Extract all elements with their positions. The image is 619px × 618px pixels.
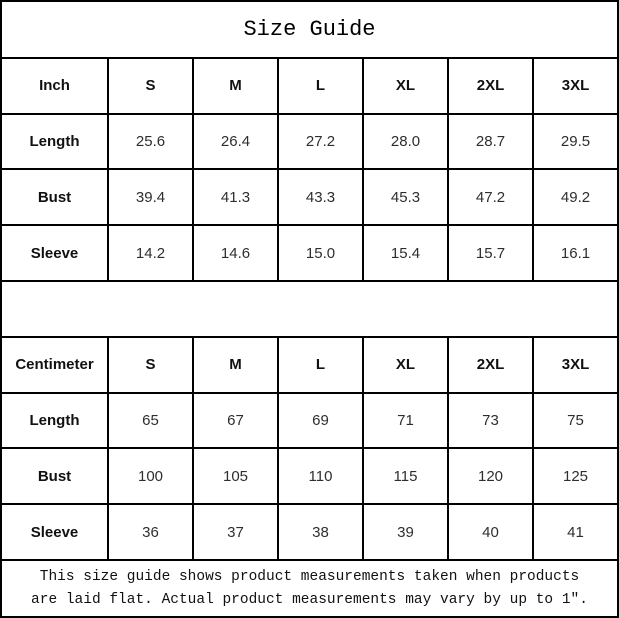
table-cell: 26.4 xyxy=(193,114,278,170)
table-cell: 14.6 xyxy=(193,225,278,281)
spacer-cell xyxy=(1,281,618,337)
inch-sleeve-row xyxy=(1,225,618,281)
table-cell: 75 xyxy=(533,393,618,449)
table-cell: 41 xyxy=(533,504,618,560)
table-cell: 120 xyxy=(448,448,533,504)
table-cell: 40 xyxy=(448,504,533,560)
row-label-sleeve: Sleeve xyxy=(1,225,108,281)
column-header-l: L xyxy=(278,58,363,114)
column-header-xl: XL xyxy=(363,337,448,393)
table-cell: 43.3 xyxy=(278,169,363,225)
row-label-sleeve: Sleeve xyxy=(1,504,108,560)
page-title: Size Guide xyxy=(1,1,618,58)
footer-note xyxy=(1,560,618,617)
table-cell: 25.6 xyxy=(108,114,193,170)
table-cell: 37 xyxy=(193,504,278,560)
cm-length-row xyxy=(1,393,618,449)
unit-header-centimeter: Centimeter xyxy=(1,337,108,393)
footer-row xyxy=(1,560,618,617)
column-header-s: S xyxy=(108,337,193,393)
table-cell: 39 xyxy=(363,504,448,560)
column-header-l: L xyxy=(278,337,363,393)
column-header-m: M xyxy=(193,58,278,114)
table-cell: 73 xyxy=(448,393,533,449)
table-cell: 100 xyxy=(108,448,193,504)
table-cell: 39.4 xyxy=(108,169,193,225)
footer-note-line-2: are laid flat. Actual product measurements may vary by up to 1″. xyxy=(31,591,588,608)
inch-header-row xyxy=(1,58,618,114)
table-cell: 29.5 xyxy=(533,114,618,170)
footer-note-line-1: This size guide shows product measurements taken when products xyxy=(39,569,580,586)
inch-length-row xyxy=(1,114,618,170)
column-header-3xl: 3XL xyxy=(533,337,618,393)
table-cell: 36 xyxy=(108,504,193,560)
centimeter-header-row xyxy=(1,337,618,393)
table-cell: 15.7 xyxy=(448,225,533,281)
table-cell: 105 xyxy=(193,448,278,504)
column-header-3xl: 3XL xyxy=(533,58,618,114)
table-cell: 110 xyxy=(278,448,363,504)
inch-bust-row xyxy=(1,169,618,225)
title-row xyxy=(1,1,618,58)
table-cell: 14.2 xyxy=(108,225,193,281)
table-cell: 71 xyxy=(363,393,448,449)
table-cell: 15.0 xyxy=(278,225,363,281)
table-cell: 16.1 xyxy=(533,225,618,281)
table-cell: 15.4 xyxy=(363,225,448,281)
column-header-m: M xyxy=(193,337,278,393)
table-cell: 69 xyxy=(278,393,363,449)
table-cell: 67 xyxy=(193,393,278,449)
column-header-s: S xyxy=(108,58,193,114)
column-header-xl: XL xyxy=(363,58,448,114)
table-cell: 38 xyxy=(278,504,363,560)
table-cell: 115 xyxy=(363,448,448,504)
row-label-length: Length xyxy=(1,393,108,449)
table-cell: 125 xyxy=(533,448,618,504)
unit-header-inch: Inch xyxy=(1,58,108,114)
table-cell: 27.2 xyxy=(278,114,363,170)
table-cell: 65 xyxy=(108,393,193,449)
table-cell: 28.0 xyxy=(363,114,448,170)
table-cell: 49.2 xyxy=(533,169,618,225)
row-label-length: Length xyxy=(1,114,108,170)
table-cell: 41.3 xyxy=(193,169,278,225)
table-cell: 47.2 xyxy=(448,169,533,225)
column-header-2xl: 2XL xyxy=(448,337,533,393)
column-header-2xl: 2XL xyxy=(448,58,533,114)
cm-sleeve-row xyxy=(1,504,618,560)
spacer-row xyxy=(1,281,618,337)
table-cell: 45.3 xyxy=(363,169,448,225)
row-label-bust: Bust xyxy=(1,169,108,225)
table-cell: 28.7 xyxy=(448,114,533,170)
row-label-bust: Bust xyxy=(1,448,108,504)
cm-bust-row xyxy=(1,448,618,504)
